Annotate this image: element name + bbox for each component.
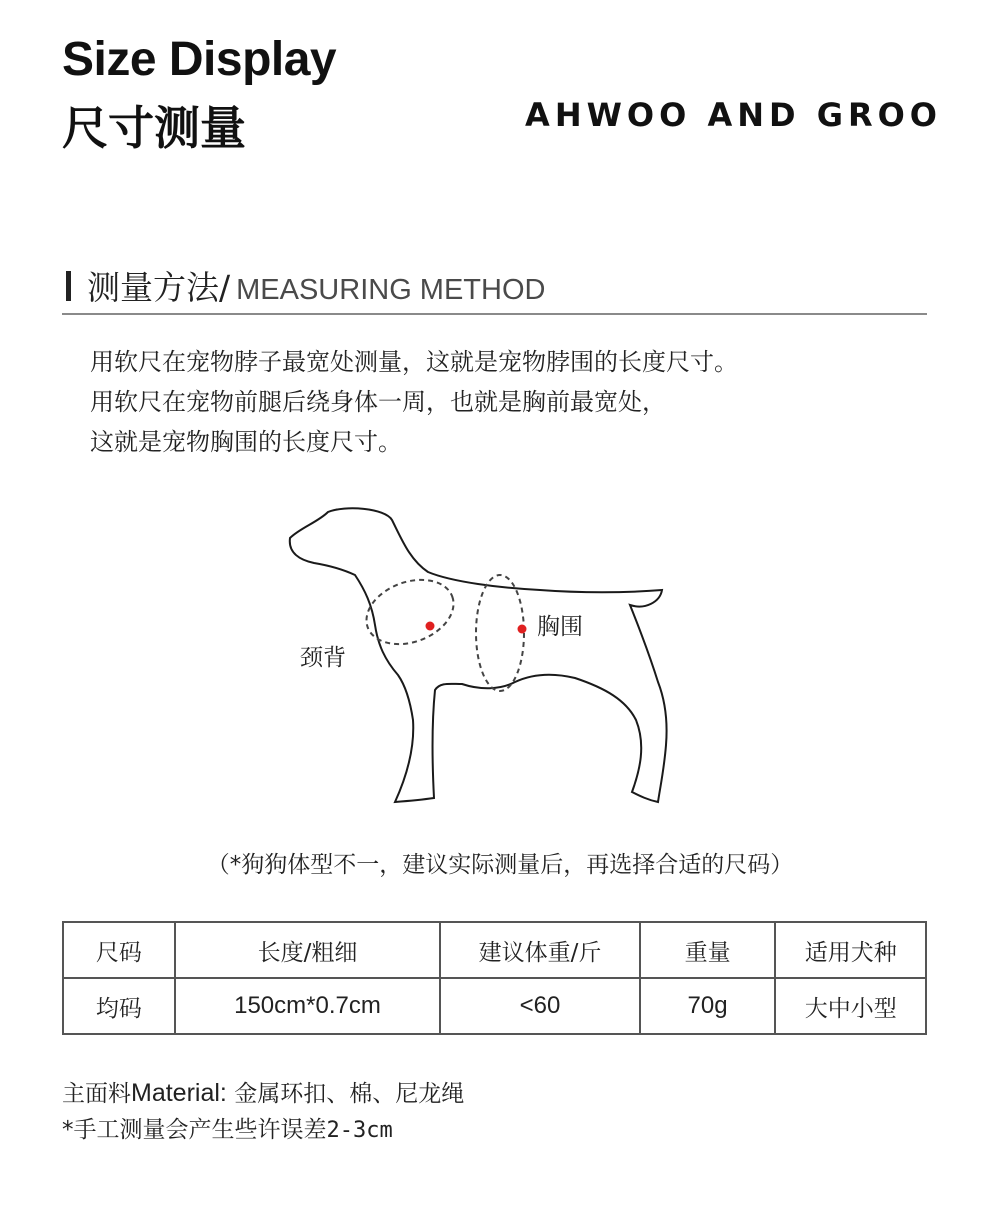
table-cell: 150cm*0.7cm — [175, 978, 441, 1034]
material-line — [62, 1075, 464, 1112]
error-value: 2-3cm — [326, 1118, 393, 1143]
page-title-chinese: 尺寸测量 — [62, 101, 246, 155]
table-cell: 大中小型 — [775, 978, 926, 1034]
material-prefix: 主面料 — [62, 1081, 131, 1107]
dog-measuring-diagram — [0, 495, 1000, 815]
page-title-english: Size Display — [62, 33, 337, 86]
size-table — [62, 921, 927, 1035]
table-header-row — [63, 922, 926, 978]
sizing-note: （*狗狗体型不一，建议实际测量后，再选择合适的尺码） — [206, 852, 794, 878]
product-footer — [62, 1075, 464, 1149]
chest-measure-loop — [476, 575, 524, 691]
material-label: Material: — [131, 1079, 227, 1107]
section-heading — [66, 262, 545, 309]
table-cell: 70g — [640, 978, 776, 1034]
table-row — [63, 978, 926, 1034]
section-divider — [62, 313, 927, 315]
description-line: 这就是宠物胸围的长度尺寸。 — [90, 428, 402, 456]
chest-label: 胸围 — [537, 614, 583, 640]
table-header-cell: 适用犬种 — [775, 922, 926, 978]
table-cell: <60 — [440, 978, 639, 1034]
error-line — [62, 1112, 464, 1149]
chest-marker — [518, 625, 527, 634]
material-value: 金属环扣、棉、尼龙绳 — [234, 1081, 465, 1107]
brand-logo: AHWOO AND GROO — [525, 96, 942, 134]
section-bar-icon — [66, 271, 71, 301]
table-header-cell: 建议体重/斤 — [440, 922, 639, 978]
section-title-chinese: 测量方法/ — [87, 268, 231, 307]
table-header-cell: 尺码 — [63, 922, 175, 978]
table-header-cell: 重量 — [640, 922, 776, 978]
description-line: 用软尺在宠物脖子最宽处测量，这就是宠物脖围的长度尺寸。 — [90, 348, 738, 376]
measuring-description — [90, 342, 738, 462]
section-title-english: MEASURING METHOD — [236, 274, 546, 306]
neck-label: 颈背 — [300, 645, 346, 671]
neck-marker — [426, 622, 435, 631]
error-text: *手工测量会产生些许误差 — [62, 1117, 327, 1143]
table-cell: 均码 — [63, 978, 175, 1034]
description-line: 用软尺在宠物前腿后绕身体一周，也就是胸前最宽处， — [90, 388, 666, 416]
table-header-cell: 长度/粗细 — [175, 922, 441, 978]
